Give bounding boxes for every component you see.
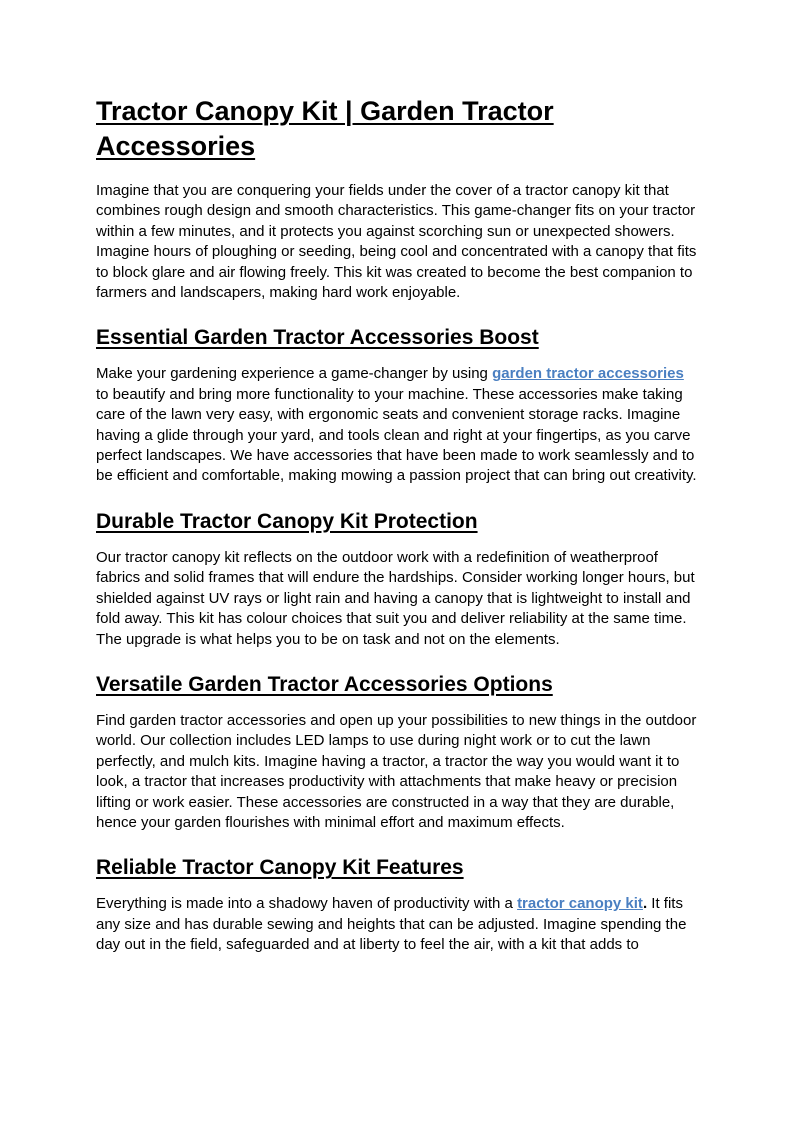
garden-tractor-accessories-link[interactable]: garden tractor accessories	[492, 365, 684, 383]
body-text-after-link: to beautify and bring more functionality to your machine. These accessories make taking care of the lawn very easy, with ergonomic seats and convenient storage racks. Imagine having a glide through your yard, and tools clean and right at your fingertips, as you carve perfect landscapes. We have accessories that have been made to work seamlessly and to be efficient and comfortable, making mowing a passion project that can bring out creativity.	[96, 385, 697, 485]
body-text-before-link: Make your gardening experience a game-changer by using	[96, 365, 493, 383]
section-body-canopy-features	[96, 894, 700, 955]
tractor-canopy-kit-link[interactable]: tractor canopy kit	[517, 895, 643, 913]
section-body-accessories-options: Find garden tractor accessories and open up your possibilities to new things in the outdoor world. Our collection includes LED lamps to use during night work or to cut the lawn perfectly, and mulch kits. Imagine having a tractor, a tractor the way you would want it to look, a tractor that increases productivity with attachments that make heavy or precision lifting or work easier. These accessories are constructed in a way that they are durable, hence your garden flourishes with minimal effort and maximum effects.	[96, 711, 697, 831]
body-text-after-link: It fits any size and has durable sewing and heights that can be adjusted. Imagine spending the day out in the field, safeguarded and at liberty to feel the air, with a kit that adds to	[96, 895, 687, 954]
section-heading-accessories-options: Versatile Garden Tractor Accessories Options	[96, 672, 553, 696]
document-page	[96, 94, 700, 956]
link-suffix-period: .	[642, 895, 648, 913]
section-heading-canopy-features: Reliable Tractor Canopy Kit Features	[96, 856, 464, 880]
body-text-before-link: Everything is made into a shadowy haven of productivity with a	[96, 895, 518, 913]
section-body-accessories-boost	[96, 364, 700, 486]
section-body-canopy-protection: Our tractor canopy kit reflects on the outdoor work with a redefinition of weatherproof fabrics and solid frames that will endure the hardships. Consider working longer hours, but shielded against UV rays or light rain and having a canopy that is lightweight to install and fold away. This kit has colour choices that suit you and deliver reliability at the same time. The upgrade is what helps you to be on task and not on the elements.	[96, 548, 695, 648]
section-heading-accessories-boost: Essential Garden Tractor Accessories Boost	[96, 326, 539, 350]
section-heading-canopy-protection: Durable Tractor Canopy Kit Protection	[96, 509, 478, 533]
page-title: Tractor Canopy Kit | Garden Tractor Accessories	[96, 96, 554, 161]
intro-paragraph: Imagine that you are conquering your fields under the cover of a tractor canopy kit that combines rough design and smooth characteristics. This game-changer fits on your tractor within a few minutes, and it protects you against scorching sun or unexpected showers. Imagine hours of ploughing or seeding, being cool and concentrated with a canopy that fits to block glare and air flowing freely. This kit was created to become the best companion to farmers and landscapers, making hard work enjoyable.	[96, 182, 697, 302]
